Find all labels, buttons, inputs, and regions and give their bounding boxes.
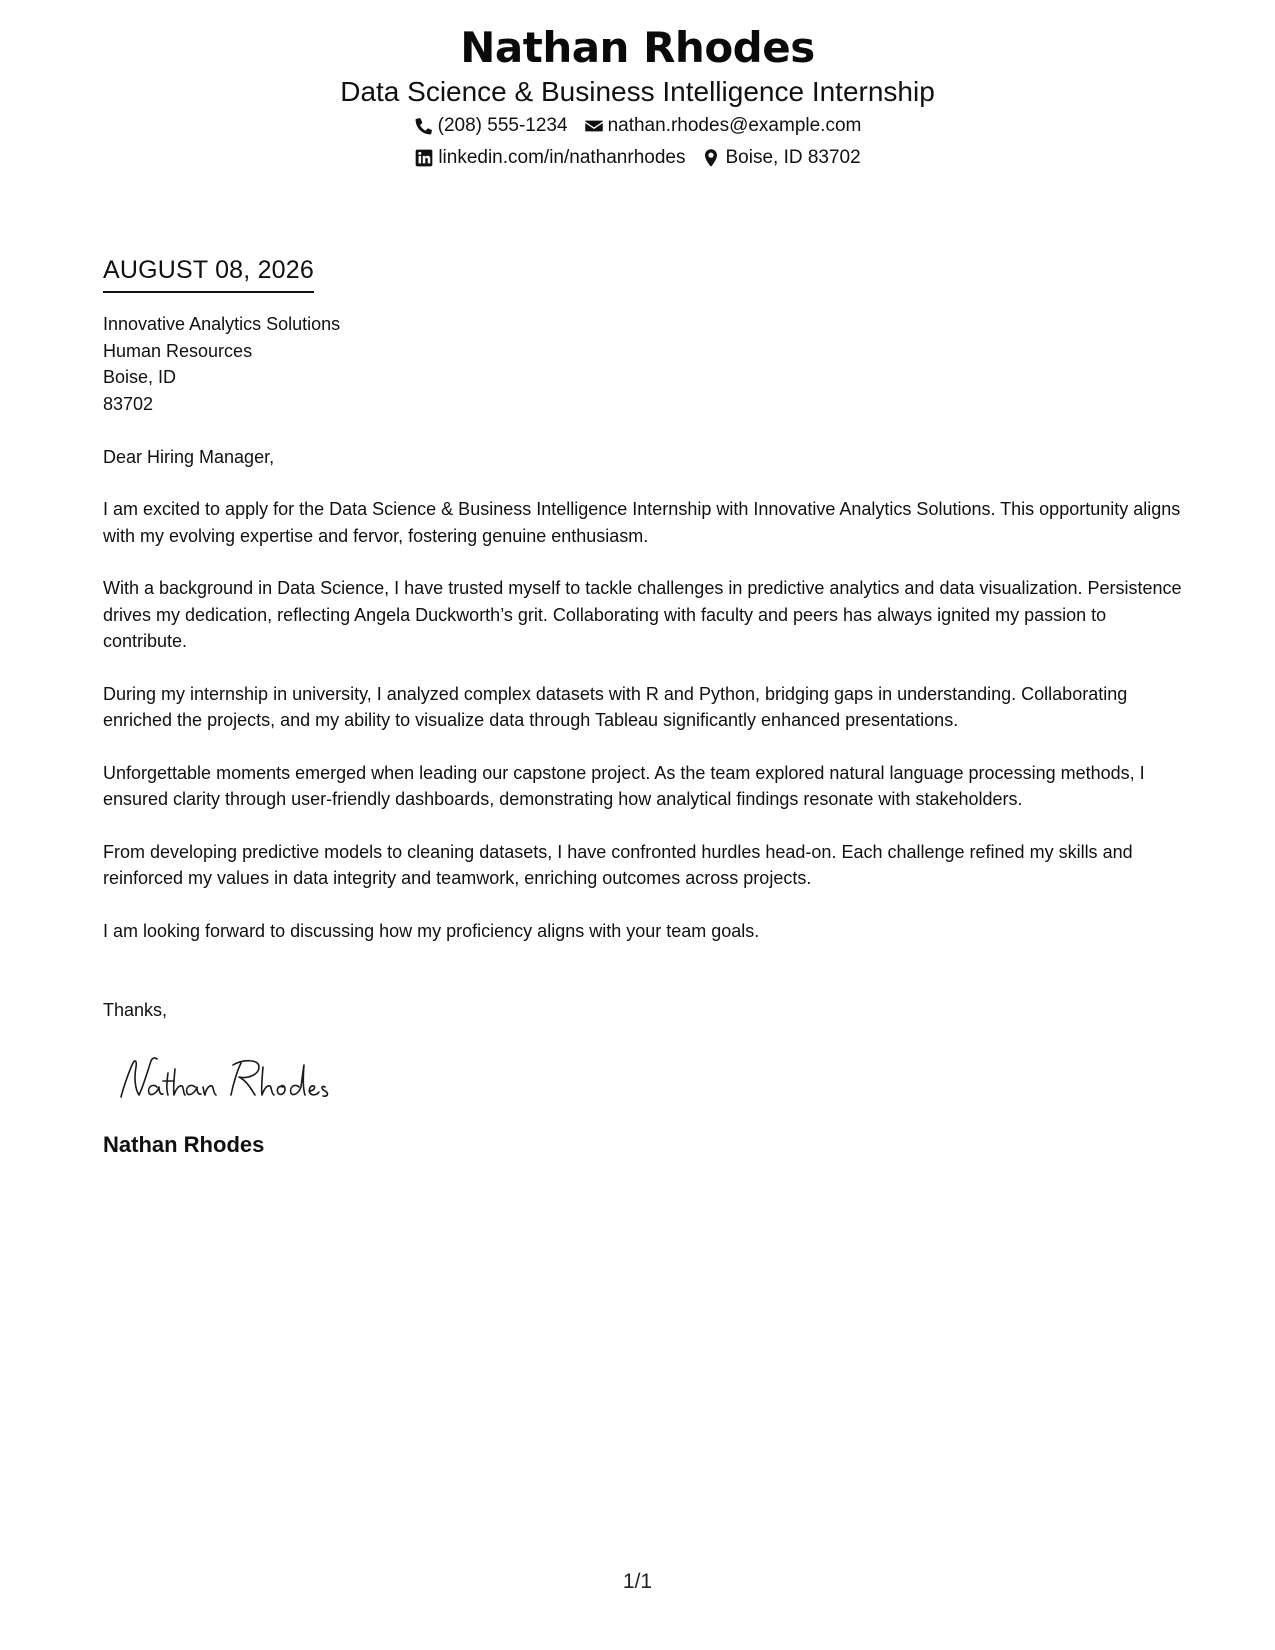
recipient-block — [103, 311, 1183, 417]
page-number: 1/1 — [622, 1570, 653, 1593]
recipient-department: Human Resources — [103, 340, 253, 361]
letter-body — [103, 255, 1183, 1159]
recipient-city: Boise, ID — [103, 367, 177, 387]
salutation: Dear Hiring Manager, — [103, 447, 275, 467]
contact-row-primary — [0, 110, 1275, 142]
linkedin-contact[interactable] — [414, 142, 685, 174]
phone-number: (208) 555-1234 — [437, 115, 568, 136]
linkedin-icon — [414, 148, 434, 168]
recipient-company: Innovative Analytics Solutions — [103, 314, 341, 334]
envelope-icon — [584, 116, 604, 136]
letter-header — [0, 20, 1275, 174]
handwritten-signature — [113, 1051, 363, 1111]
paragraph-capstone: Unforgettable moments emerged when leading our capstone project. As the team explored natural language processing methods, I ensured clarity through user-friendly dashboards, demonstrating how analytical findings resonate with stakeholders. — [103, 762, 1145, 809]
contact-row-secondary — [0, 142, 1275, 174]
position-title: Data Science & Business Intelligence Internship — [340, 76, 935, 107]
linkedin-url[interactable]: linkedin.com/in/nathanrhodes — [438, 147, 686, 168]
signer-name: Nathan Rhodes — [103, 1132, 265, 1157]
phone-icon — [414, 116, 434, 136]
email-address[interactable]: nathan.rhodes@example.com — [607, 115, 862, 136]
applicant-name: Nathan Rhodes — [460, 23, 815, 72]
recipient-zip: 83702 — [103, 393, 154, 414]
paragraph-intro: I am excited to apply for the Data Science & Business Intelligence Internship with Innovative Analytics Solutions. This opportunity aligns with my evolving expertise and fervor, fostering genuine enthusiasm. — [103, 499, 1181, 546]
map-pin-icon — [701, 148, 721, 168]
phone-contact — [414, 110, 568, 142]
paragraph-challenges: From developing predictive models to cleaning datasets, I have confronted hurdles head-on. Each challenge refined my skills and reinforced my values in data integrity and teamwork, enriching outcomes across projects. — [103, 841, 1133, 888]
paragraph-closing: I am looking forward to discussing how my proficiency aligns with your team goals. — [103, 920, 760, 941]
paragraph-background: With a background in Data Science, I have trusted myself to tackle challenges in predictive analytics and data visualization. Persistence drives my dedication, reflecting Angela Duckworth’s grit. Collaborating with faculty and peers has always ignited my passion to contribute. — [103, 578, 1182, 651]
location-contact — [701, 142, 860, 174]
email-contact[interactable] — [584, 110, 862, 142]
closing-phrase: Thanks, — [103, 1000, 168, 1020]
location-text: Boise, ID 83702 — [725, 147, 861, 168]
letter-date: AUGUST 08, 2026 — [103, 255, 314, 293]
paragraph-internship: During my internship in university, I analyzed complex datasets with R and Python, bridging gaps in understanding. Collaborating enriched the projects, and my ability to visualize data through Tableau significantly enhanced presentations. — [103, 683, 1128, 730]
